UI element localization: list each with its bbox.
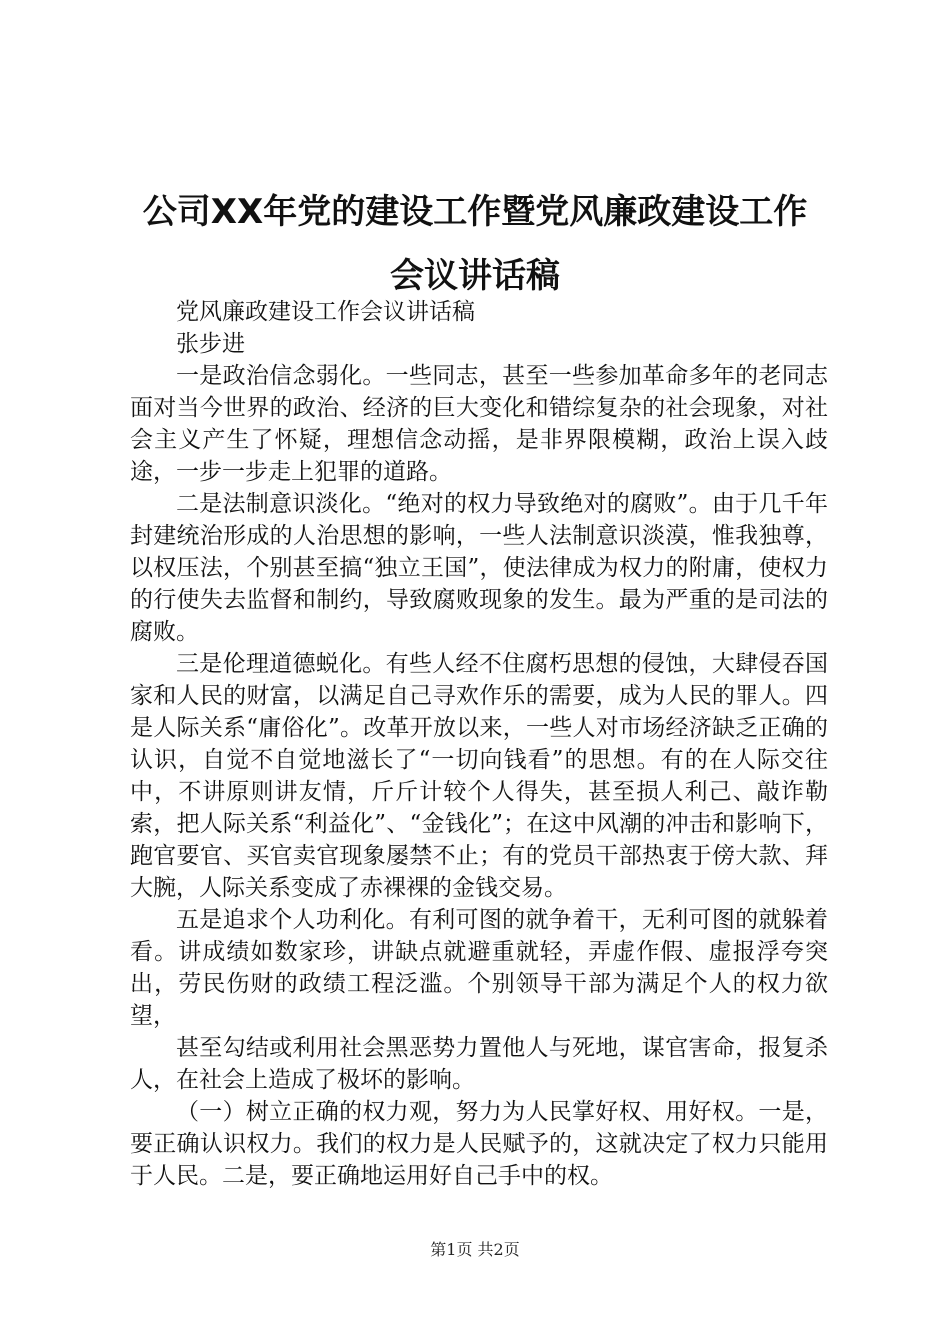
body-paragraph: （一）树立正确的权力观，努力为人民掌好权、用好权。一是，要正确认识权力。我们的权力是人民赋予的，这就决定了权力只能用于人民。二是，要正确地运用好自己手中的权。 — [130, 1099, 828, 1189]
author-paragraph: 张步进 — [176, 331, 245, 357]
body-paragraph: 五是追求个人功利化。有利可图的就争着干，无利可图的就躲着看。讲成绩如数家珍，讲缺点就避重就轻，弄虚作假、虚报浮夸突出，劳民伤财的政绩工程泛滥。个别领导干部为满足个人的权力欲望， — [130, 907, 828, 1029]
title-line-1: 公司XX年党的建设工作暨党风廉政建设工作 — [142, 192, 808, 232]
page-footer: 第1页 共2页 — [430, 1240, 520, 1259]
body-paragraph: 一是政治信念弱化。一些同志，甚至一些参加革命多年的老同志面对当今世界的政治、经济的巨大变化和错综复杂的社会现象，对社会主义产生了怀疑，理想信念动摇，是非界限模糊，政治上误入歧途，一步一步走上犯罪的道路。 — [130, 363, 828, 485]
body-paragraph: 三是伦理道德蜕化。有些人经不住腐朽思想的侵蚀，大肆侵吞国家和人民的财富，以满足自己寻欢作乐的需要，成为人民的罪人。四是人际关系“庸俗化”。改革开放以来，一些人对市场经济缺乏正确的认识，自觉不自觉地滋长了“一切向钱看”的思想。有的在人际交往中，不讲原则讲友情，斤斤计较个人得失，甚至损人利己、敲诈勒索，把人际关系“利益化”、“金钱化”；在这中风潮的冲击和影响下，跑官要官、买官卖官现象屡禁不止；有的党员干部热衷于傍大款、拜大腕，人际关系变成了赤裸裸的金钱交易。 — [130, 651, 828, 901]
document-body — [130, 296, 828, 1192]
subtitle-paragraph: 党风廉政建设工作会议讲话稿 — [176, 299, 475, 325]
body-paragraph: 二是法制意识淡化。“绝对的权力导致绝对的腐败”。由于几千年封建统治形成的人治思想的影响，一些人法制意识淡漠，惟我独尊，以权压法，个别甚至搞“独立王国”，使法律成为权力的附庸，使权力的行使失去监督和制约，导致腐败现象的发生。最为严重的是司法的腐败。 — [130, 491, 828, 645]
body-paragraph: 甚至勾结或利用社会黑恶势力置他人与死地，谋官害命，报复杀人，在社会上造成了极坏的影响。 — [130, 1035, 828, 1093]
document-title — [120, 180, 830, 308]
title-line-2: 会议讲话稿 — [390, 256, 560, 296]
